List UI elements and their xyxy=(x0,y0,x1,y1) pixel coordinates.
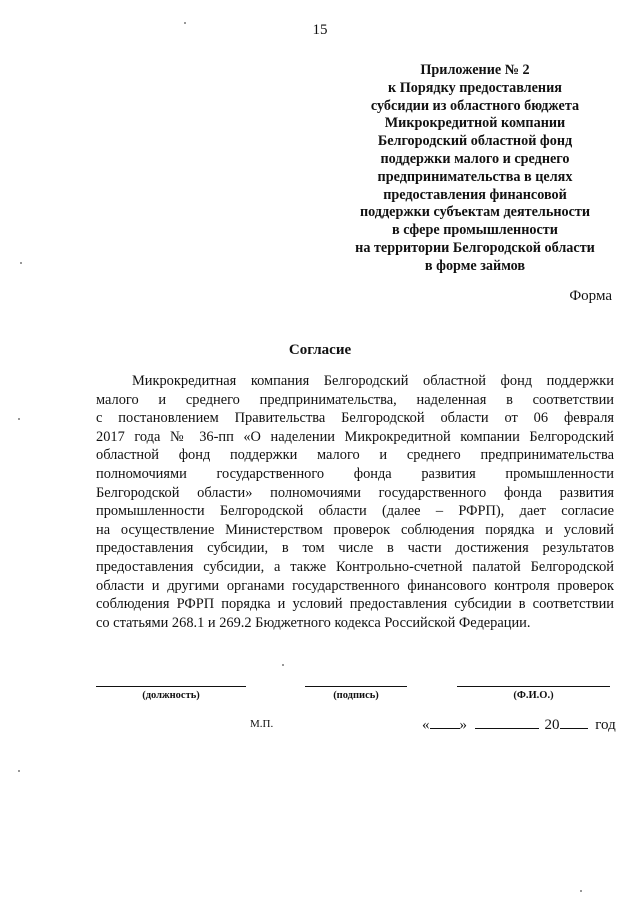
signature-line xyxy=(305,686,407,687)
page-number: 15 xyxy=(312,22,328,38)
date-field xyxy=(422,716,616,734)
paragraph-line: малого и среднего предпринимательства, наделенная в соответствии xyxy=(96,391,614,408)
appendix-line: поддержки малого и среднего xyxy=(380,150,570,167)
appendix-line: в сфере промышленности xyxy=(392,222,558,239)
day-blank xyxy=(430,716,460,729)
appendix-line: Приложение № 2 xyxy=(420,62,530,78)
scan-speck xyxy=(580,890,582,892)
open-quote: « xyxy=(422,717,430,733)
document-title: Согласие xyxy=(288,342,352,358)
century-label: 20 xyxy=(544,717,560,733)
paragraph-line: Микрокредитная компания Белгородский областной фонд поддержки xyxy=(132,373,614,389)
paragraph-line: соблюдения РФРП порядка и условий предоставления субсидии в соответствии xyxy=(96,596,614,613)
scan-speck xyxy=(184,22,186,24)
year-word: год xyxy=(595,717,616,733)
paragraph-line: Белгородской области» полномочиями государственного фонда развития xyxy=(96,484,614,501)
scan-speck xyxy=(20,262,22,264)
scan-speck xyxy=(18,418,20,420)
paragraph-line: промышленности Белгородской области (далее – РФРП), дает согласие xyxy=(96,503,614,520)
close-quote: » xyxy=(459,717,467,733)
consent-paragraph xyxy=(96,372,614,632)
year-blank xyxy=(560,716,588,729)
appendix-line: на территории Белгородской области xyxy=(355,239,595,256)
month-blank xyxy=(475,716,539,729)
appendix-line: к Порядку предоставления xyxy=(388,79,562,96)
paragraph-line: на осуществление Министерством проверок соблюдения порядка и условий xyxy=(96,521,614,538)
appendix-line: субсидии из областного бюджета xyxy=(370,97,580,114)
paragraph-line: области и другими органами государственного финансового контроля проверок xyxy=(96,577,614,594)
name-signature-line xyxy=(457,686,610,687)
appendix-line: предпринимательства в целях xyxy=(377,168,573,185)
paragraph-line: полномочиями государственного фонда развития промышленности xyxy=(96,465,614,482)
appendix-header xyxy=(330,62,620,276)
stamp-label: М.П. xyxy=(250,718,274,730)
paragraph-line: областной фонд поддержки малого и среднего предпринимательства xyxy=(96,447,614,464)
paragraph-line: с постановлением Правительства Белгородской области от 06 февраля xyxy=(96,410,614,427)
position-signature-line xyxy=(96,686,246,687)
scan-speck xyxy=(18,770,20,772)
appendix-line: поддержки субъектам деятельности xyxy=(359,204,591,221)
signature-caption: (подпись) xyxy=(333,690,379,701)
appendix-line: предоставления финансовой xyxy=(383,186,567,203)
appendix-line: в форме займов xyxy=(424,257,526,274)
name-caption: (Ф.И.О.) xyxy=(513,690,554,701)
appendix-line: Белгородский областной фонд xyxy=(377,133,573,150)
paragraph-line: предоставления субсидии, в том числе в части достижения результатов xyxy=(96,540,614,557)
appendix-line: Микрокредитной компании xyxy=(384,115,566,132)
position-caption: (должность) xyxy=(142,690,200,701)
paragraph-line: со статьями 268.1 и 269.2 Бюджетного кодекса Российской Федерации. xyxy=(96,614,531,631)
paragraph-line: 2017 года № 36-пп «О наделении Микрокредитной компании Белгородский xyxy=(96,428,614,445)
scan-speck xyxy=(282,664,284,666)
form-label: Форма xyxy=(569,288,612,304)
paragraph-line: предоставления субсидии, а также Контрольно-счетной палатой Белгородской xyxy=(96,558,614,575)
